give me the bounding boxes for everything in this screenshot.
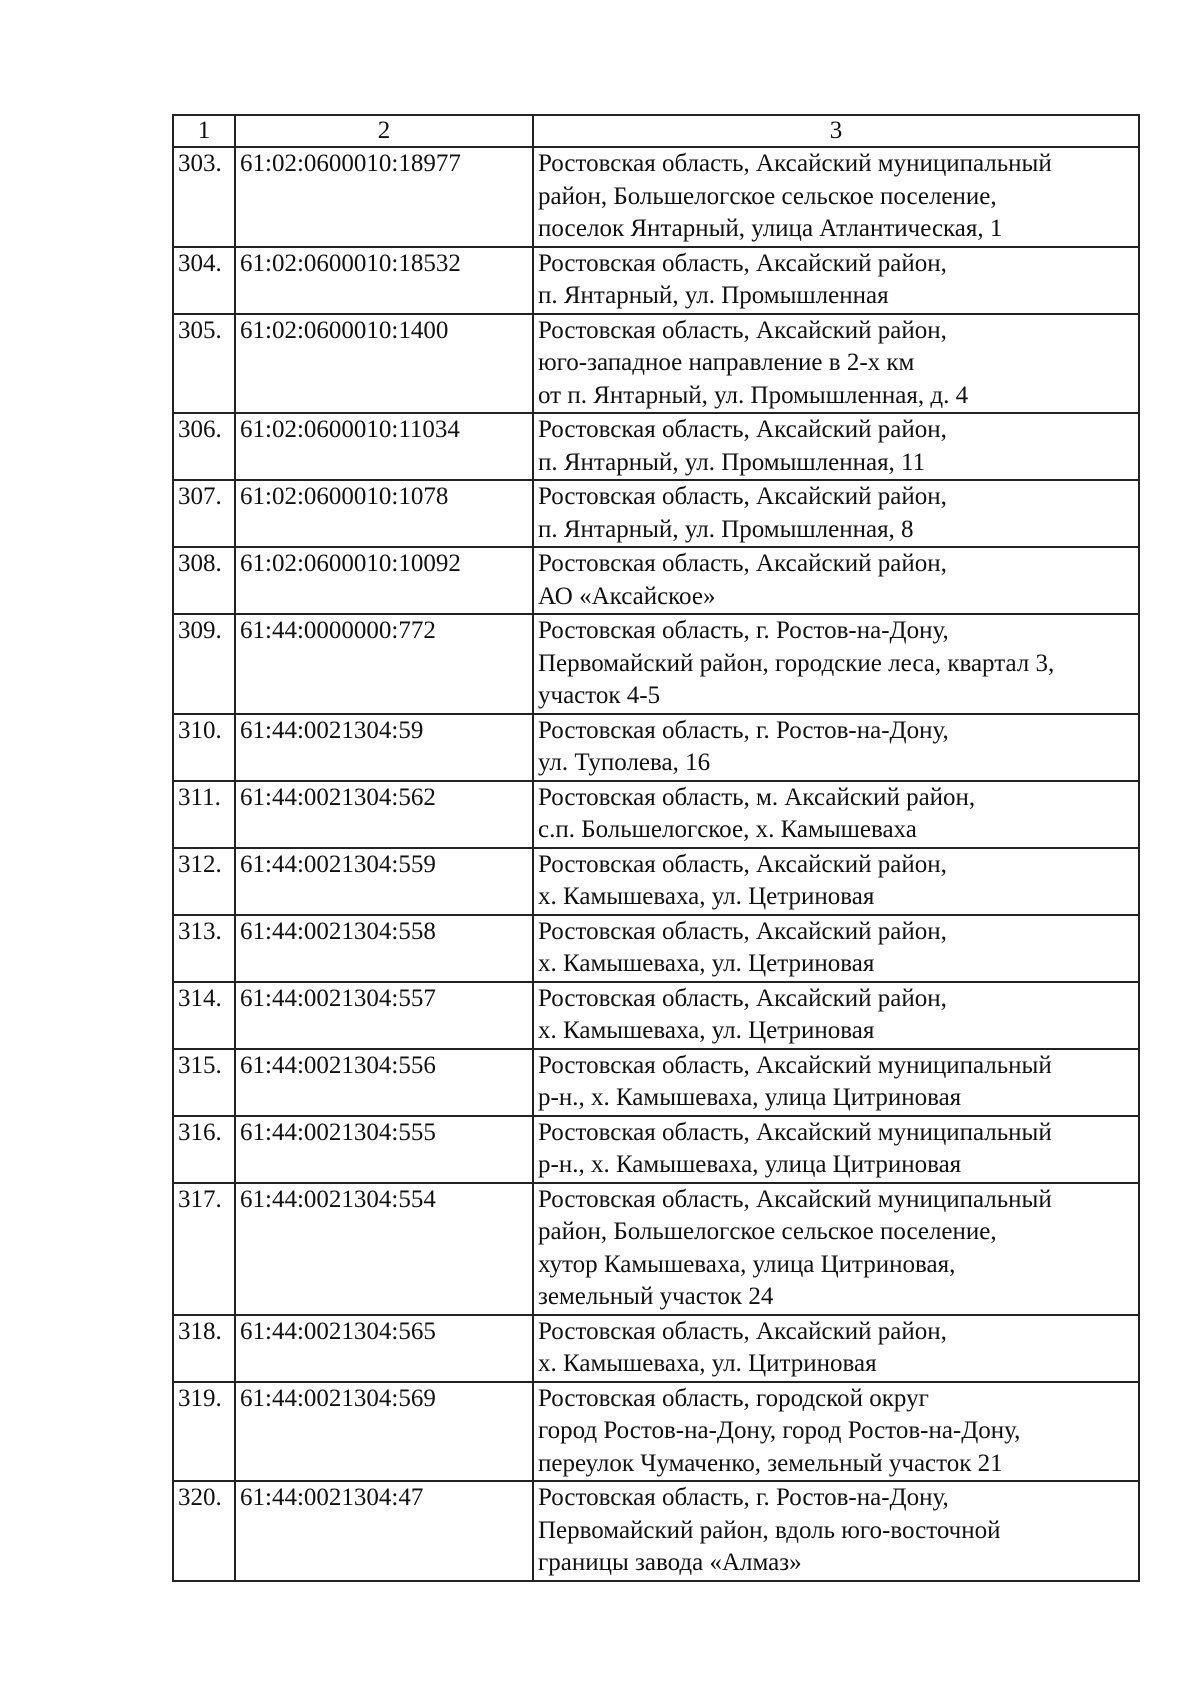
row-number: 315. [173, 1049, 235, 1116]
row-number: 312. [173, 848, 235, 915]
cadastral-number: 61:44:0021304:556 [235, 1049, 533, 1116]
table-row [173, 547, 1139, 614]
header-row [173, 115, 1139, 147]
cadastral-number: 61:44:0021304:569 [235, 1382, 533, 1482]
cadastral-number: 61:44:0021304:555 [235, 1116, 533, 1183]
cadastral-number: 61:02:0600010:18977 [235, 147, 533, 247]
cadastral-number: 61:44:0021304:562 [235, 781, 533, 848]
header-col-3: 3 [533, 115, 1139, 147]
address: Ростовская область, Аксайский район, АО «Аксайское» [533, 547, 1139, 614]
row-number: 311. [173, 781, 235, 848]
address: Ростовская область, Аксайский район, х. Камышеваха, ул. Цетриновая [533, 982, 1139, 1049]
address: Ростовская область, Аксайский муниципальный р-н., х. Камышеваха, улица Цитриновая [533, 1049, 1139, 1116]
table-row [173, 848, 1139, 915]
cadastral-number: 61:44:0021304:565 [235, 1315, 533, 1382]
cadastral-number: 61:44:0021304:559 [235, 848, 533, 915]
header-col-2: 2 [235, 115, 533, 147]
address: Ростовская область, Аксайский район, х. Камышеваха, ул. Цетриновая [533, 848, 1139, 915]
row-number: 307. [173, 480, 235, 547]
row-number: 316. [173, 1116, 235, 1183]
address: Ростовская область, Аксайский муниципальный район, Большелогское сельское поселение, хутор Камышеваха, улица Цитриновая, земельный участок 24 [533, 1183, 1139, 1315]
row-number: 319. [173, 1382, 235, 1482]
cadastral-number: 61:44:0021304:59 [235, 714, 533, 781]
table-row [173, 1049, 1139, 1116]
address: Ростовская область, м. Аксайский район, с.п. Большелогское, х. Камышеваха [533, 781, 1139, 848]
address: Ростовская область, городской округ город Ростов-на-Дону, город Ростов-на-Дону, переулок Чумаченко, земельный участок 21 [533, 1382, 1139, 1482]
cadastral-number: 61:44:0021304:47 [235, 1481, 533, 1581]
table-row [173, 314, 1139, 414]
table-row [173, 982, 1139, 1049]
address: Ростовская область, Аксайский район, х. Камышеваха, ул. Цетриновая [533, 915, 1139, 982]
row-number: 309. [173, 614, 235, 714]
land-plot-table [172, 114, 1140, 1582]
cadastral-number: 61:44:0021304:557 [235, 982, 533, 1049]
table-row [173, 1116, 1139, 1183]
row-number: 310. [173, 714, 235, 781]
row-number: 320. [173, 1481, 235, 1581]
row-number: 304. [173, 247, 235, 314]
table-row [173, 1382, 1139, 1482]
address: Ростовская область, г. Ростов-на-Дону, ул. Туполева, 16 [533, 714, 1139, 781]
table-row [173, 1183, 1139, 1315]
cadastral-number: 61:02:0600010:1078 [235, 480, 533, 547]
table-body [173, 147, 1139, 1581]
address: Ростовская область, Аксайский муниципальный р-н., х. Камышеваха, улица Цитриновая [533, 1116, 1139, 1183]
address: Ростовская область, Аксайский район, п. Янтарный, ул. Промышленная [533, 247, 1139, 314]
address: Ростовская область, г. Ростов-на-Дону, Первомайский район, городские леса, квартал 3, участок 4-5 [533, 614, 1139, 714]
address: Ростовская область, Аксайский муниципальный район, Большелогское сельское поселение, поселок Янтарный, улица Атлантическая, 1 [533, 147, 1139, 247]
row-number: 303. [173, 147, 235, 247]
address: Ростовская область, Аксайский район, п. Янтарный, ул. Промышленная, 11 [533, 413, 1139, 480]
row-number: 314. [173, 982, 235, 1049]
cadastral-number: 61:02:0600010:1400 [235, 314, 533, 414]
table-row [173, 614, 1139, 714]
cadastral-number: 61:44:0000000:772 [235, 614, 533, 714]
row-number: 318. [173, 1315, 235, 1382]
address: Ростовская область, Аксайский район, юго-западное направление в 2-х км от п. Янтарный, ул. Промышленная, д. 4 [533, 314, 1139, 414]
cadastral-number: 61:02:0600010:10092 [235, 547, 533, 614]
row-number: 306. [173, 413, 235, 480]
cadastral-number: 61:02:0600010:11034 [235, 413, 533, 480]
table-row [173, 714, 1139, 781]
table-row [173, 247, 1139, 314]
table-row [173, 1481, 1139, 1581]
table-row [173, 147, 1139, 247]
row-number: 317. [173, 1183, 235, 1315]
row-number: 313. [173, 915, 235, 982]
row-number: 305. [173, 314, 235, 414]
cadastral-number: 61:44:0021304:558 [235, 915, 533, 982]
cadastral-number: 61:44:0021304:554 [235, 1183, 533, 1315]
header-col-1: 1 [173, 115, 235, 147]
table-row [173, 1315, 1139, 1382]
cadastral-number: 61:02:0600010:18532 [235, 247, 533, 314]
address: Ростовская область, Аксайский район, х. Камышеваха, ул. Цитриновая [533, 1315, 1139, 1382]
table-row [173, 915, 1139, 982]
address: Ростовская область, Аксайский район, п. Янтарный, ул. Промышленная, 8 [533, 480, 1139, 547]
table-row [173, 413, 1139, 480]
row-number: 308. [173, 547, 235, 614]
table-row [173, 781, 1139, 848]
table-row [173, 480, 1139, 547]
table-header [173, 115, 1139, 147]
address: Ростовская область, г. Ростов-на-Дону, Первомайский район, вдоль юго-восточной границы завода «Алмаз» [533, 1481, 1139, 1581]
